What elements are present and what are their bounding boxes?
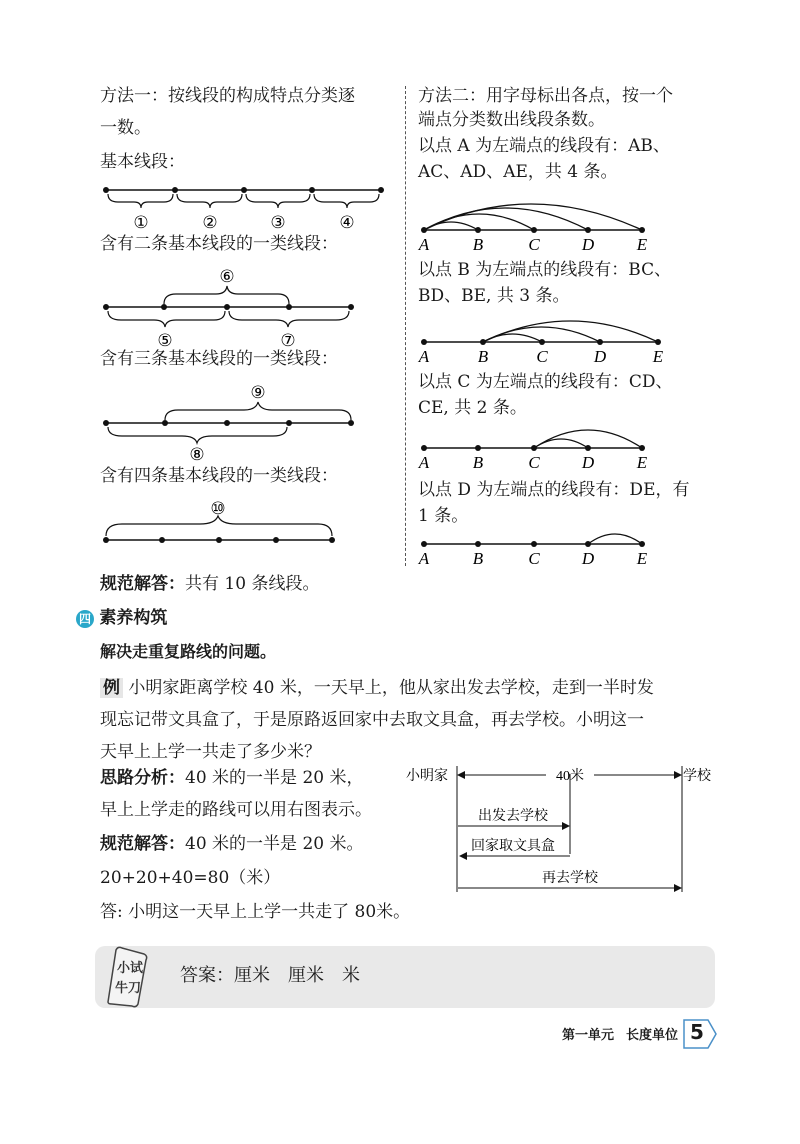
label-a: A (418, 235, 430, 254)
point (531, 227, 537, 233)
point-d-line1: 以点 D 为左端点的线段有：DE，有 (418, 480, 690, 500)
mark-9: ⑨ (250, 383, 266, 402)
brace-bottom (108, 311, 225, 327)
tip-icon (100, 944, 150, 1008)
point (273, 537, 279, 543)
point (329, 537, 335, 543)
point (159, 537, 165, 543)
answer1 (100, 572, 319, 596)
point (421, 339, 427, 345)
label-d: D (581, 549, 595, 568)
point-a-line1: 以点 A 为左端点的线段有：AB、 (418, 136, 670, 156)
mark-10: ⑩ (210, 499, 226, 518)
arc (483, 321, 658, 342)
label-c: C (528, 235, 540, 254)
tip-icon-text-1: 小试 (117, 960, 144, 975)
point (103, 304, 109, 310)
point (103, 537, 109, 543)
point (348, 420, 354, 426)
brace-bottom (108, 427, 287, 443)
leg2-label: 回家取文具盒 (471, 839, 555, 854)
label-d: D (581, 453, 595, 472)
point-c-line1: 以点 C 为左端点的线段有：CD、 (418, 372, 673, 392)
point (348, 304, 354, 310)
point (103, 420, 109, 426)
mark-5: ⑤ (157, 331, 173, 350)
brace (108, 194, 173, 208)
label-c: C (536, 347, 548, 366)
point (585, 227, 591, 233)
analysis-answer-line2: 20+20+40=80（米） (100, 868, 281, 888)
section-title: 素养构筑 (99, 608, 168, 628)
point-d-line2: 1 条。 (418, 506, 469, 526)
section-header (76, 606, 167, 630)
point (421, 445, 427, 451)
point (475, 227, 481, 233)
mark-2: ② (202, 213, 218, 232)
method1-line1: 方法一：按线段的构成特点分类逐 (100, 86, 355, 106)
four-segment-label: 含有四条基本线段的一类线段： (100, 466, 338, 486)
brace-top (164, 286, 289, 304)
point (162, 420, 168, 426)
point (655, 339, 661, 345)
label-b: B (472, 453, 484, 472)
label-c: C (528, 549, 540, 568)
school-label: 学校 (683, 769, 711, 784)
point (241, 187, 247, 193)
arc (424, 204, 642, 230)
brace (246, 194, 310, 208)
point (639, 227, 645, 233)
label-a: A (418, 549, 430, 568)
point (639, 541, 645, 547)
example-line3: 天早上上学一共走了多少米？ (100, 742, 321, 762)
label-e: E (652, 347, 664, 366)
footer-unit: 第一单元 (562, 1028, 615, 1043)
mark-1: ① (133, 213, 149, 232)
label-d: D (593, 347, 607, 366)
point (585, 541, 591, 547)
point-c-diagram (414, 418, 664, 474)
basic-segment-label: 基本线段： (100, 152, 185, 172)
mark-7: ⑦ (280, 331, 296, 350)
four-segments-diagram (96, 496, 396, 552)
analysis-line1 (100, 766, 363, 790)
point (585, 445, 591, 451)
point (480, 339, 486, 345)
analysis-answer-label: 规范解答： (100, 834, 185, 854)
analysis-answer-text1: 40 米的一半是 20 米。 (185, 834, 364, 854)
point-c-line2: CE, 共 2 条。 (418, 398, 527, 418)
three-segment-label: 含有三条基本线段的一类线段： (100, 349, 338, 369)
example-line2: 现忘记带文具盒了，于是原路返回家中去取文具盒，再去学校。小明这一 (100, 710, 644, 730)
label-e: E (636, 235, 648, 254)
point (286, 420, 292, 426)
three-segments-diagram (96, 378, 396, 464)
point-a-diagram (414, 184, 664, 256)
point-d-diagram (414, 522, 664, 568)
two-segments-diagram (96, 262, 396, 350)
point (103, 187, 109, 193)
answer1-label: 规范解答： (100, 574, 185, 594)
point (475, 541, 481, 547)
basic-segments-diagram (96, 180, 396, 232)
section-badge: 四 (76, 610, 94, 628)
point (421, 227, 427, 233)
leg1-label: 出发去学校 (478, 809, 548, 824)
point-b-line1: 以点 B 为左端点的线段有：BC、 (418, 260, 672, 280)
point (639, 445, 645, 451)
topic: 解决走重复路线的问题。 (100, 642, 277, 661)
home-label: 小明家 (406, 769, 448, 784)
point-b-diagram (414, 304, 674, 368)
distance-label: 40米 (556, 769, 584, 784)
label-e: E (636, 549, 648, 568)
point (224, 304, 230, 310)
mark-8: ⑧ (189, 445, 205, 464)
method1-line2: 一数。 (100, 118, 151, 138)
column-divider (405, 86, 406, 566)
analysis-label: 思路分析： (100, 768, 185, 788)
route-diagram (400, 760, 720, 900)
point (224, 420, 230, 426)
footer-chapter: 长度单位 (626, 1028, 679, 1043)
mark-3: ③ (270, 213, 286, 232)
point-a-line2: AC、AD、AE，共 4 条。 (418, 162, 618, 182)
label-b: B (472, 549, 484, 568)
method2-line1: 方法二：用字母标出各点，按一个 (418, 86, 673, 106)
label-c: C (528, 453, 540, 472)
brace (177, 194, 242, 208)
two-segment-label: 含有二条基本线段的一类线段： (100, 234, 338, 254)
leg3-label: 再去学校 (542, 871, 598, 886)
mark-4: ④ (339, 213, 355, 232)
analysis-line2: 早上上学走的路线可以用右图表示。 (100, 800, 372, 820)
example-line1 (100, 676, 654, 700)
answer1-text: 共有 10 条线段。 (185, 574, 320, 594)
label-b: B (472, 235, 484, 254)
point (531, 541, 537, 547)
brace-bottom (229, 311, 349, 327)
point-b-line2: BD、BE, 共 3 条。 (418, 286, 570, 306)
arc (588, 534, 642, 544)
point (475, 445, 481, 451)
analysis-answer-line3: 答: 小明这一天早上上学一共走了 80米。 (100, 902, 411, 922)
mark-6: ⑥ (219, 267, 235, 286)
analysis-answer-line1 (100, 832, 363, 856)
scroll-icon (108, 947, 147, 1006)
brace (314, 194, 379, 208)
point (309, 187, 315, 193)
example-text1: 小明家距离学校 40 米，一天早上，他从家出发去学校，走到一半时发 (128, 678, 654, 698)
point (378, 187, 384, 193)
page-number: 5 (690, 1020, 704, 1044)
point (286, 304, 292, 310)
example-tag: 例 (100, 678, 123, 698)
point (161, 304, 167, 310)
tip-icon-text-2: 牛刀 (115, 980, 142, 995)
brace-top (106, 516, 332, 536)
tip-answer: 答案：厘米 厘米 米 (180, 965, 360, 986)
label-b: B (477, 347, 489, 366)
point (172, 187, 178, 193)
method2-line2: 端点分类数出线段条数。 (418, 110, 605, 130)
label-e: E (636, 453, 648, 472)
point (539, 339, 545, 345)
point (421, 541, 427, 547)
label-a: A (418, 347, 430, 366)
analysis-text1: 40 米的一半是 20 米， (185, 768, 364, 788)
point (531, 445, 537, 451)
label-d: D (581, 235, 595, 254)
point (216, 537, 222, 543)
brace-top (165, 402, 351, 420)
point (597, 339, 603, 345)
label-a: A (418, 453, 430, 472)
